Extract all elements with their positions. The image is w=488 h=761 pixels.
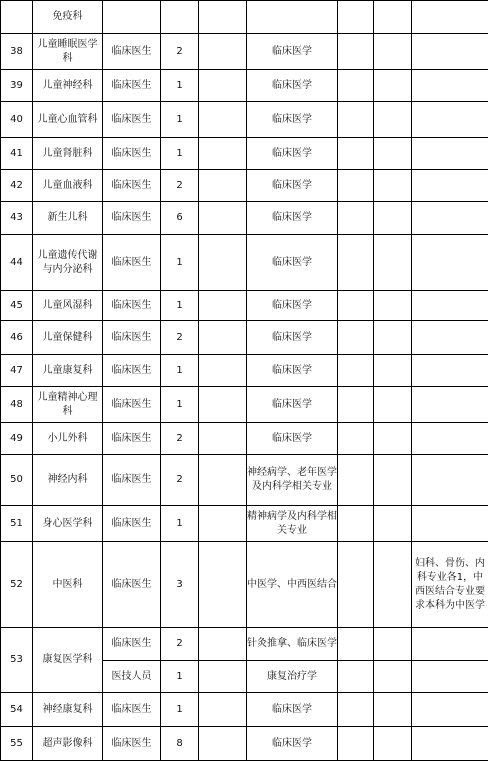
major-cell: 临床医学 (247, 321, 338, 355)
post-cell: 临床医生 (103, 542, 161, 628)
row-number: 51 (1, 506, 33, 542)
extra-cell-7 (338, 355, 374, 387)
degree-cell (199, 291, 247, 321)
department-cell: 儿童保健科 (33, 321, 103, 355)
note-cell (412, 506, 488, 542)
table-row (1, 693, 488, 727)
note-cell (412, 355, 488, 387)
row-number: 52 (1, 542, 33, 628)
major-cell: 临床医学 (247, 387, 338, 423)
extra-cell-8 (374, 693, 412, 727)
extra-cell-7 (338, 102, 374, 138)
major-cell: 临床医学 (247, 202, 338, 235)
post-cell: 临床医生 (103, 34, 161, 70)
extra-cell-7 (338, 138, 374, 170)
department-cell: 儿童肾脏科 (33, 138, 103, 170)
extra-cell-8 (374, 138, 412, 170)
table-row (1, 138, 488, 170)
row-number: 45 (1, 291, 33, 321)
count-cell: 3 (161, 542, 199, 628)
note-cell (412, 693, 488, 727)
count-cell: 1 (161, 235, 199, 291)
row-number: 46 (1, 321, 33, 355)
note-cell (412, 235, 488, 291)
degree-cell (199, 102, 247, 138)
post-cell: 临床医生 (103, 355, 161, 387)
major-cell: 针灸推拿、临床医学 (247, 628, 338, 661)
extra-cell-7 (338, 34, 374, 70)
extra-cell-7 (338, 506, 374, 542)
department-cell: 儿童睡眠医学科 (33, 34, 103, 70)
department-cell: 神经内科 (33, 455, 103, 506)
post-cell: 临床医生 (103, 423, 161, 455)
post-cell: 临床医生 (103, 170, 161, 202)
count-cell: 1 (161, 355, 199, 387)
major-cell: 临床医学 (247, 235, 338, 291)
table-row (1, 170, 488, 202)
degree-cell (199, 321, 247, 355)
count-cell: 1 (161, 506, 199, 542)
extra-cell-8 (374, 387, 412, 423)
major-cell: 临床医学 (247, 138, 338, 170)
note-cell (412, 70, 488, 102)
degree-cell (199, 506, 247, 542)
count-cell: 1 (161, 693, 199, 727)
table-row (1, 102, 488, 138)
extra-cell-8 (374, 1, 412, 34)
post-cell: 临床医生 (103, 506, 161, 542)
note-cell (412, 455, 488, 506)
row-number: 39 (1, 70, 33, 102)
extra-cell-7 (338, 423, 374, 455)
degree-cell (199, 455, 247, 506)
department-cell: 免疫科 (33, 1, 103, 34)
count-cell: 2 (161, 170, 199, 202)
row-number: 43 (1, 202, 33, 235)
major-cell: 临床医学 (247, 170, 338, 202)
degree-cell (199, 628, 247, 661)
row-number: 48 (1, 387, 33, 423)
note-cell (412, 661, 488, 693)
table-row (1, 355, 488, 387)
table-row (1, 455, 488, 506)
row-number: 50 (1, 455, 33, 506)
count-cell: 1 (161, 291, 199, 321)
extra-cell-8 (374, 506, 412, 542)
row-number: 44 (1, 235, 33, 291)
note-cell (412, 138, 488, 170)
row-number: 42 (1, 170, 33, 202)
major-cell: 临床医学 (247, 727, 338, 761)
post-cell: 临床医生 (103, 387, 161, 423)
department-cell: 身心医学科 (33, 506, 103, 542)
note-cell (412, 34, 488, 70)
table-row (1, 235, 488, 291)
major-cell: 神经病学、老年医学及内科学相关专业 (247, 455, 338, 506)
extra-cell-7 (338, 202, 374, 235)
extra-cell-8 (374, 202, 412, 235)
note-cell (412, 727, 488, 761)
note-cell (412, 291, 488, 321)
extra-cell-7 (338, 235, 374, 291)
degree-cell (199, 727, 247, 761)
extra-cell-8 (374, 170, 412, 202)
extra-cell-8 (374, 542, 412, 628)
department-cell: 神经康复科 (33, 693, 103, 727)
row-number: 49 (1, 423, 33, 455)
count-cell: 2 (161, 34, 199, 70)
extra-cell-8 (374, 455, 412, 506)
note-cell (412, 202, 488, 235)
degree-cell (199, 70, 247, 102)
major-cell: 临床医学 (247, 355, 338, 387)
count-cell: 2 (161, 628, 199, 661)
degree-cell (199, 170, 247, 202)
department-cell: 儿童遗传代谢与内分泌科 (33, 235, 103, 291)
row-number: 54 (1, 693, 33, 727)
count-cell: 1 (161, 661, 199, 693)
note-cell (412, 387, 488, 423)
degree-cell (199, 34, 247, 70)
extra-cell-8 (374, 291, 412, 321)
extra-cell-7 (338, 1, 374, 34)
post-cell: 临床医生 (103, 727, 161, 761)
table-row (1, 387, 488, 423)
department-cell: 儿童心血管科 (33, 102, 103, 138)
post-cell: 临床医生 (103, 202, 161, 235)
extra-cell-7 (338, 321, 374, 355)
note-cell (412, 321, 488, 355)
note-cell (412, 1, 488, 34)
major-cell: 临床医学 (247, 34, 338, 70)
note-cell (412, 423, 488, 455)
table-row (1, 727, 488, 761)
count-cell: 6 (161, 202, 199, 235)
extra-cell-8 (374, 727, 412, 761)
department-cell: 超声影像科 (33, 727, 103, 761)
department-cell: 儿童神经科 (33, 70, 103, 102)
count-cell: 2 (161, 423, 199, 455)
post-cell (103, 1, 161, 34)
degree-cell (199, 661, 247, 693)
degree-cell (199, 1, 247, 34)
count-cell: 2 (161, 455, 199, 506)
department-cell: 儿童风湿科 (33, 291, 103, 321)
post-cell: 临床医生 (103, 70, 161, 102)
degree-cell (199, 542, 247, 628)
extra-cell-8 (374, 355, 412, 387)
count-cell (161, 1, 199, 34)
major-cell: 临床医学 (247, 291, 338, 321)
count-cell: 2 (161, 321, 199, 355)
extra-cell-7 (338, 542, 374, 628)
table-row (1, 1, 488, 34)
extra-cell-7 (338, 291, 374, 321)
department-cell: 康复医学科 (33, 628, 103, 693)
extra-cell-7 (338, 70, 374, 102)
note-cell: 妇科、骨伤、内科专业各1，中西医结合专业要求本科为中医学 (412, 542, 488, 628)
post-cell: 临床医生 (103, 138, 161, 170)
department-cell: 儿童血液科 (33, 170, 103, 202)
row-number: 47 (1, 355, 33, 387)
degree-cell (199, 423, 247, 455)
department-cell: 儿童康复科 (33, 355, 103, 387)
extra-cell-8 (374, 628, 412, 661)
extra-cell-8 (374, 235, 412, 291)
post-cell: 临床医生 (103, 321, 161, 355)
department-cell: 小儿外科 (33, 423, 103, 455)
table-row (1, 70, 488, 102)
count-cell: 1 (161, 138, 199, 170)
count-cell: 1 (161, 387, 199, 423)
table-row (1, 34, 488, 70)
row-number: 55 (1, 727, 33, 761)
major-cell (247, 1, 338, 34)
major-cell: 临床医学 (247, 693, 338, 727)
degree-cell (199, 387, 247, 423)
row-number: 41 (1, 138, 33, 170)
post-cell: 临床医生 (103, 102, 161, 138)
major-cell: 临床医学 (247, 423, 338, 455)
major-cell: 中医学、中西医结合 (247, 542, 338, 628)
degree-cell (199, 138, 247, 170)
table-row (1, 321, 488, 355)
table-row (1, 423, 488, 455)
extra-cell-7 (338, 387, 374, 423)
extra-cell-7 (338, 727, 374, 761)
row-number: 38 (1, 34, 33, 70)
major-cell: 临床医学 (247, 102, 338, 138)
table-row (1, 202, 488, 235)
degree-cell (199, 235, 247, 291)
major-cell: 精神病学及内科学相关专业 (247, 506, 338, 542)
extra-cell-7 (338, 628, 374, 661)
row-number (1, 1, 33, 34)
table-row (1, 628, 488, 661)
count-cell: 1 (161, 70, 199, 102)
degree-cell (199, 355, 247, 387)
extra-cell-7 (338, 661, 374, 693)
extra-cell-8 (374, 423, 412, 455)
post-cell: 临床医生 (103, 235, 161, 291)
major-cell: 临床医学 (247, 70, 338, 102)
department-cell: 儿童精神心理科 (33, 387, 103, 423)
table-row (1, 542, 488, 628)
degree-cell (199, 693, 247, 727)
post-cell: 临床医生 (103, 628, 161, 661)
extra-cell-8 (374, 102, 412, 138)
count-cell: 8 (161, 727, 199, 761)
row-number: 40 (1, 102, 33, 138)
extra-cell-8 (374, 321, 412, 355)
note-cell (412, 628, 488, 661)
table-row (1, 506, 488, 542)
post-cell: 临床医生 (103, 693, 161, 727)
extra-cell-7 (338, 693, 374, 727)
post-cell: 医技人员 (103, 661, 161, 693)
degree-cell (199, 202, 247, 235)
extra-cell-7 (338, 455, 374, 506)
major-cell: 康复治疗学 (247, 661, 338, 693)
department-cell: 新生儿科 (33, 202, 103, 235)
extra-cell-8 (374, 661, 412, 693)
post-cell: 临床医生 (103, 291, 161, 321)
extra-cell-8 (374, 70, 412, 102)
count-cell: 1 (161, 102, 199, 138)
note-cell (412, 102, 488, 138)
department-cell: 中医科 (33, 542, 103, 628)
table-row (1, 291, 488, 321)
post-cell: 临床医生 (103, 455, 161, 506)
note-cell (412, 170, 488, 202)
row-number: 53 (1, 628, 33, 693)
extra-cell-7 (338, 170, 374, 202)
extra-cell-8 (374, 34, 412, 70)
